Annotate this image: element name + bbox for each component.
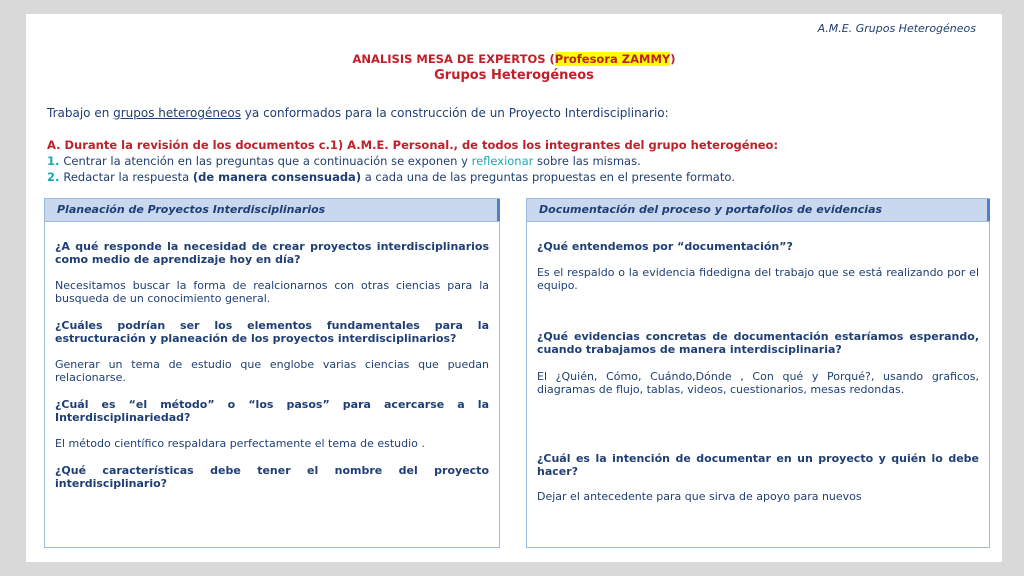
documentation-answer-3: Dejar el antecedente para que sirva de apoyo para nuevos bbox=[537, 490, 862, 503]
document-page bbox=[26, 14, 1002, 562]
documentation-answer-2: El ¿Quién, Cómo, Cuándo,Dónde , Con qué y Porqué?, usando graficos, diagramas de flujo, tablas, videos, cuestionarios, mesas redondas. bbox=[537, 370, 979, 396]
planning-question-1: ¿A qué responde la necesidad de crear proyectos interdisciplinarios como medio de aprendizaje hoy en día? bbox=[55, 240, 489, 266]
planning-answer-1: Necesitamos buscar la forma de realcionarnos con otras ciencias para la busqueda de un conocimiento general. bbox=[55, 279, 489, 305]
planning-question-4: ¿Qué características debe tener el nombre del proyecto interdisciplinario? bbox=[55, 464, 489, 490]
header-note: A.M.E. Grupos Heterogéneos bbox=[817, 22, 976, 35]
documentation-question-2: ¿Qué evidencias concretas de documentación estaríamos esperando, cuando trabajamos de manera interdisciplinaria? bbox=[537, 330, 979, 356]
title-highlight: Profesora ZAMMY bbox=[554, 52, 671, 66]
instruction-1-pre: Centrar la atención en las preguntas que a continuación se exponen y bbox=[63, 154, 472, 168]
intro-underlined: grupos heterogéneos bbox=[113, 106, 241, 120]
documentation-box bbox=[526, 198, 990, 548]
instruction-2-pre: Redactar la respuesta bbox=[63, 170, 193, 184]
documentation-box-heading: Documentación del proceso y portafolios de evidencias bbox=[527, 199, 989, 222]
title-prefix: ANALISIS MESA DE EXPERTOS ( bbox=[352, 52, 555, 66]
planning-question-2: ¿Cuáles podrían ser los elementos fundamentales para la estructuración y planeación de los proyectos interdisciplinarios? bbox=[55, 319, 489, 345]
planning-box-body bbox=[45, 240, 499, 490]
instruction-2 bbox=[47, 170, 735, 184]
document-subtitle: Grupos Heterogéneos bbox=[434, 68, 594, 83]
instruction-2-bold: (de manera consensuada) bbox=[192, 170, 362, 184]
instruction-1-highlight: reflexionar bbox=[471, 154, 534, 168]
instruction-a bbox=[47, 138, 778, 152]
intro-pre: Trabajo en bbox=[47, 106, 114, 120]
planning-box bbox=[44, 198, 500, 548]
intro-post: ya conformados para la construcción de un Proyecto Interdisciplinario: bbox=[240, 106, 669, 120]
instruction-a-marker: A. bbox=[47, 138, 61, 152]
documentation-question-1: ¿Qué entendemos por “documentación”? bbox=[537, 240, 793, 253]
planning-question-3: ¿Cuál es “el método” o “los pasos” para acercarse a la Interdisciplinariedad? bbox=[55, 398, 489, 424]
instruction-2-marker: 2. bbox=[47, 170, 60, 184]
instruction-a-text: Durante la revisión de los documentos c.1) A.M.E. Personal., de todos los integrantes del grupo heterogéneo: bbox=[64, 138, 779, 152]
planning-answer-3: El método científico respaldara perfectamente el tema de estudio . bbox=[55, 437, 425, 450]
instruction-1-post: sobre las mismas. bbox=[533, 154, 641, 168]
title-suffix: ) bbox=[670, 52, 676, 66]
instruction-1-marker: 1. bbox=[47, 154, 60, 168]
document-title bbox=[26, 52, 1002, 66]
planning-answer-2: Generar un tema de estudio que englobe varias ciencias que puedan relacionarse. bbox=[55, 358, 489, 384]
instruction-2-post: a cada una de las preguntas propuestas en el presente formato. bbox=[361, 170, 735, 184]
instruction-1 bbox=[47, 154, 641, 168]
documentation-answer-1: Es el respaldo o la evidencia fidedigna del trabajo que se está realizando por el equipo. bbox=[537, 266, 979, 292]
documentation-question-3: ¿Cuál es la intención de documentar en un proyecto y quién lo debe hacer? bbox=[537, 452, 979, 478]
intro-text bbox=[47, 106, 669, 120]
planning-box-heading: Planeación de Proyectos Interdisciplinarios bbox=[45, 199, 499, 222]
documentation-box-body bbox=[527, 240, 989, 503]
